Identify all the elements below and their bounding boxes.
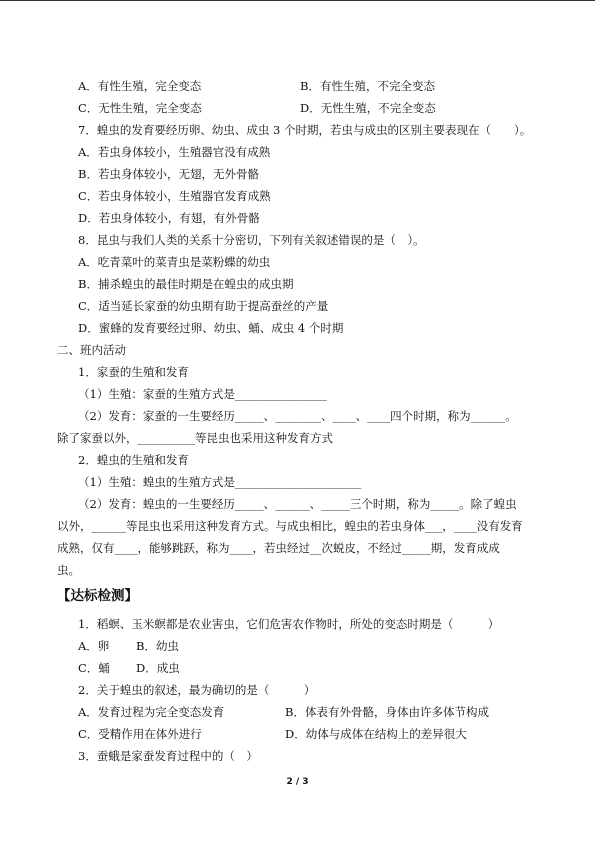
assessment-q1-option-a: A．卵 xyxy=(78,639,110,653)
prev-question-option-d: D．无性生殖，不完全变态 xyxy=(300,101,436,115)
locust-development-line: （2）发育：蝗虫的一生要经历_____、______、_____三个时期，称为_____。除了蝗虫 xyxy=(78,497,517,511)
silkworm-other-insects-line: 除了家蚕以外，__________等昆虫也采用这种发育方式 xyxy=(57,431,333,445)
q7-option-c: C．若虫身体较小，生殖器官发育成熟 xyxy=(78,189,271,203)
page-number: 2 / 3 xyxy=(286,777,309,787)
locust-title: 2．蝗虫的生殖和发育 xyxy=(78,453,189,467)
locust-development-line-2: 以外，______等昆虫也采用这种发育方式。与成虫相比，蝗虫的若虫身体___，____没有发育 xyxy=(57,519,523,533)
prev-question-option-c: C．无性生殖，完全变态 xyxy=(78,101,202,115)
q8-option-a: A．吃青菜叶的菜青虫是菜粉蝶的幼虫 xyxy=(78,255,271,269)
prev-question-option-b: B．有性生殖，不完全变态 xyxy=(300,79,435,93)
silkworm-development-line: （2）发育：家蚕的一生要经历_____、________、____、____四个时期，称为______。 xyxy=(78,409,517,423)
q8-option-d: D．蜜蜂的发育要经过卵、幼虫、蛹、成虫 4 个时期 xyxy=(78,321,344,335)
silkworm-reproduction-line: （1）生殖：家蚕的生殖方式是________________ xyxy=(78,387,327,401)
top-border-rule xyxy=(0,0,595,1)
assessment-q3-stem: 3．蚕蛾是家蚕发育过程中的（ ） xyxy=(78,749,258,763)
assessment-q1-stem: 1．稻螟、玉米螟都是农业害虫，它们危害农作物时，所处的变态时期是（ ） xyxy=(78,617,500,631)
locust-development-line-4: 虫。 xyxy=(57,563,80,577)
locust-reproduction-line: （1）生殖：蝗虫的生殖方式是______________________ xyxy=(78,475,362,489)
assessment-heading: 【达标检测】 xyxy=(57,588,138,604)
q8-option-b: B．捕杀蝗虫的最佳时期是在蝗虫的成虫期 xyxy=(78,277,294,291)
assessment-q1-option-d: D．成虫 xyxy=(136,661,180,675)
q7-option-b: B．若虫身体较小，无翅，无外骨骼 xyxy=(78,167,259,181)
assessment-q2-option-b: B．体表有外骨骼，身体由许多体节构成 xyxy=(285,705,489,719)
q7-option-a: A．若虫身体较小，生殖器官没有成熟 xyxy=(78,145,271,159)
silkworm-title: 1．家蚕的生殖和发育 xyxy=(78,365,189,379)
q7-option-d: D．若虫身体较小，有翅，有外骨骼 xyxy=(78,211,260,225)
assessment-q2-option-c: C．受精作用在体外进行 xyxy=(78,727,202,741)
prev-question-option-a: A．有性生殖，完全变态 xyxy=(78,79,202,93)
q7-stem: 7．蝗虫的发育要经历卵、幼虫、成虫 3 个时期，若虫与成虫的区别主要表现在（ ）。 xyxy=(78,123,532,137)
q8-stem: 8．昆虫与我们人类的关系十分密切，下列有关叙述错误的是（ ）。 xyxy=(78,233,425,247)
assessment-q2-stem: 2．关于蝗虫的叙述，最为确切的是（ ） xyxy=(78,683,316,697)
q8-option-c: C．适当延长家蚕的幼虫期有助于提高蚕丝的产量 xyxy=(78,299,329,313)
assessment-q2-option-d: D．幼体与成体在结构上的差异很大 xyxy=(285,727,467,741)
assessment-q2-option-a: A．发育过程为完全变态发育 xyxy=(78,705,225,719)
locust-development-line-3: 成熟，仅有____，能够跳跃，称为____，若虫经过__次蜕皮，不经过_____期，发育成成 xyxy=(57,541,500,555)
assessment-q1-option-c: C．蛹 xyxy=(78,661,110,675)
class-activity-heading: 二、班内活动 xyxy=(57,343,126,357)
assessment-q1-option-b: B．幼虫 xyxy=(136,639,179,653)
